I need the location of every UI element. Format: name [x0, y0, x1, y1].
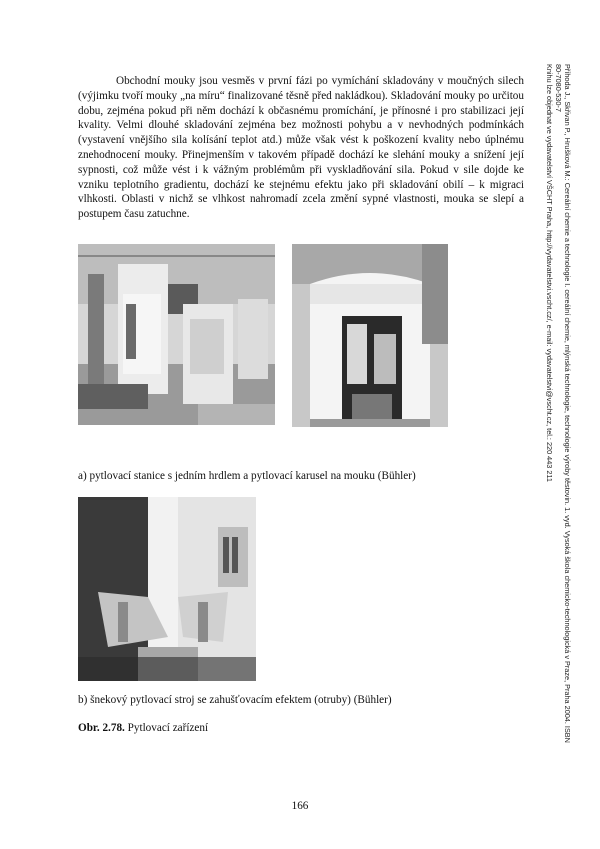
figure-title: Pytlovací zařízení — [127, 722, 209, 734]
caption-b: b) šnekový pytlovací stroj se zahušťovacím efektem (otruby) (Bühler) — [78, 694, 392, 706]
citation-line-1: Příhoda J., Skřivan P., Hrušková M.: Cereální chemie a technologie I. cereální chemie, mlýnská technologie, technologie výroby těstovin. 1. vyd. Vysoká škola chemicko-technologická v Praze, Praha 2004. ISBN — [563, 64, 572, 743]
page-number: 166 — [291, 800, 309, 812]
citation-line-2: 80-7080-530-7 — [553, 64, 563, 112]
body-paragraph: Obchodní mouky jsou vesměs v první fázi po vymíchání skladovány v moučných silech (výjimku tvoří mouky „na míru“ finalizované těsně před nakládkou). Skladování mouky po určitou dobu, zejména pokud při něm dochází k občasnému promíchání, je přínosné i pro stabilizaci její kvality. Velmi dlouhé skladování zejména bez možnosti pohybu a v nevhodných podmínkách (vystavení vnějšího sila kolísání teplot atd.) může však vést k poškození kvality nebo úplnému znehodnocení mouky. Přinejmenším v takovém případě dochází ke slehání mouky a snížení její sypnosti, což může vést i k vážným problémům při vyskladňování sila. Pokud v sile dojde ke vzniku teplotního gradientu, dochází ke stejnému efektu jako při skladování obilí – k migraci vlhkosti. Oblasti v nichž se vlhkost nahromadí zcela změní sypné vlastnosti, mouka se slepí a postupem času zatuchne. — [78, 75, 524, 221]
citation-line-3: Knihu lze objednat ve vydavatelství VŠCHT Praha, http://vydavatelstvi.vscht.cz/, e-mail: vydavatelstvi@vscht.cz, tel.: 220 443 211 — [544, 64, 554, 482]
bagging-carousel-photo — [292, 244, 448, 427]
citation-sidebar — [544, 64, 572, 824]
figure-number: Obr. 2.78. — [78, 722, 125, 734]
figure-label — [78, 722, 208, 734]
caption-a: a) pytlovací stanice s jedním hrdlem a pytlovací karusel na mouku (Bühler) — [78, 470, 416, 482]
bagging-station-photo — [78, 244, 275, 425]
screw-bagging-machine-photo — [78, 497, 256, 681]
